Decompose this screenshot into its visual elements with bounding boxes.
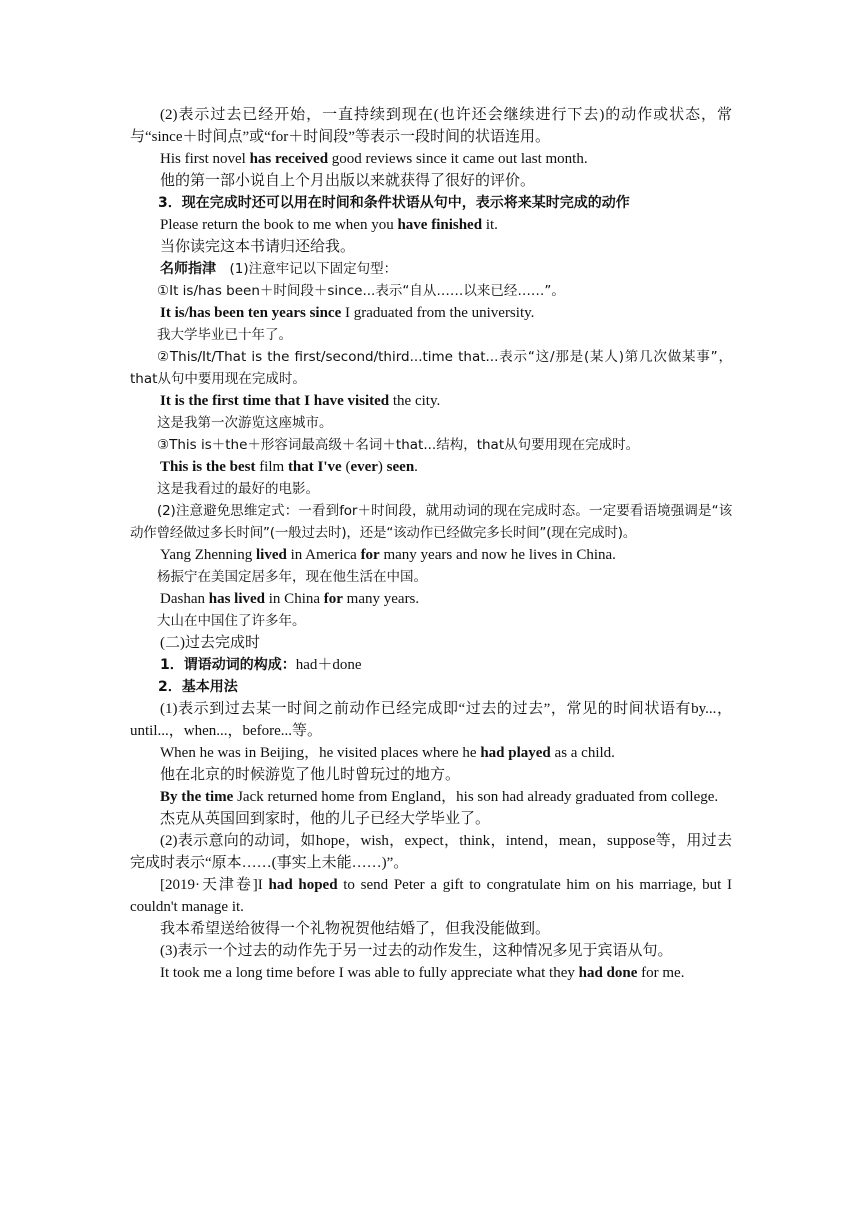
text: (2)注意避免思维定式：一看到for＋时间段，就用动词的现在完成时态。一定要看语境强调是“该动作曾经做过多长时间”(一般过去时)，还是“该动作已经做完多长时间”(现在完成时)。 — [130, 503, 732, 541]
text: ③This is＋the＋形容词最高级＋名词＋that...结构，that从句要用现在完成时。 — [157, 437, 640, 453]
bold-text: have finished — [397, 217, 483, 233]
section-title-past-perfect — [130, 632, 732, 654]
text: ( — [341, 459, 351, 475]
paragraph-present-perfect-usage-2 — [130, 104, 732, 148]
bold-text: that I've — [287, 459, 342, 475]
pattern-2 — [130, 346, 732, 390]
text: (2)表示意向的动词，如hope，wish，expect，think，intend，mean，suppose等，用过去完成时表示“原本……(事实上未能……)”。 — [130, 833, 732, 871]
text: (1)表示到过去某一时间之前动作已经完成即“过去的过去”，常见的时间状语有by...，until...，when...，before...等。 — [130, 701, 732, 739]
text: many years. — [342, 591, 420, 607]
example-sentence — [130, 962, 732, 984]
example-translation — [130, 808, 732, 830]
example-sentence — [130, 544, 732, 566]
text: 当你读完这本书请归还给我。 — [160, 239, 356, 255]
pattern-3 — [130, 434, 732, 456]
example-translation — [130, 236, 732, 258]
text: Dashan — [160, 591, 209, 607]
document-page — [130, 104, 732, 984]
text: 3．现在完成时还可以用在时间和条件状语从句中，表示将来某时完成的动作 — [158, 195, 630, 211]
text: had＋done — [295, 657, 362, 673]
text: it. — [482, 217, 498, 233]
section-heading — [130, 192, 732, 214]
text: 大山在中国住了许多年。 — [157, 613, 306, 629]
bold-text: has received — [249, 151, 329, 167]
text: His first novel — [160, 151, 250, 167]
bold-text: had played — [480, 745, 551, 761]
text: many years and now he lives in China. — [379, 547, 616, 563]
bold-text: It is the first time that I have visited — [160, 393, 390, 409]
text: (1)注意牢记以下固定句型： — [216, 261, 398, 277]
text: When he was in Beijing，he visited places where he — [160, 745, 481, 761]
text: 2．基本用法 — [158, 679, 238, 695]
text: to send Peter a gift to congratulate him on his marriage, but I couldn't manage it. — [130, 877, 732, 915]
paragraph-past-perfect-usage-3 — [130, 940, 732, 962]
example-translation — [130, 324, 732, 346]
teacher-tip — [130, 258, 732, 280]
text: good reviews since it came out last month. — [328, 151, 588, 167]
text: I graduated from the university. — [341, 305, 535, 321]
paragraph-past-perfect-usage-1 — [130, 698, 732, 742]
example-sentence — [130, 742, 732, 764]
text: 他在北京的时候游览了他儿时曾玩过的地方。 — [160, 767, 461, 783]
example-sentence — [130, 390, 732, 412]
text: Jack returned home from England，his son had already graduated from college. — [233, 789, 719, 805]
text: ②This/It/That is the first/second/third...time that...表示“这/那是(某人)第几次做某事”，that从句中要用现在完成时。 — [130, 349, 732, 387]
text: It took me a long time before I was able to fully appreciate what they — [160, 965, 579, 981]
example-translation — [130, 918, 732, 940]
example-translation — [130, 764, 732, 786]
bold-text: seen — [386, 459, 415, 475]
text: in China — [265, 591, 324, 607]
text: 他的第一部小说自上个月出版以来就获得了很好的评价。 — [160, 173, 536, 189]
paragraph-past-perfect-usage-2 — [130, 830, 732, 874]
bold-text: had hoped — [268, 877, 338, 893]
bold-text: ever — [350, 459, 378, 475]
bold-text: had done — [578, 965, 638, 981]
text: 杰克从英国回到家时，他的儿子已经大学毕业了。 — [160, 811, 491, 827]
text: (3)表示一个过去的动作先于另一过去的动作发生，这种情况多见于宾语从句。 — [160, 943, 673, 959]
bold-text: It is/has been ten years since — [160, 305, 342, 321]
text: in America — [286, 547, 361, 563]
bold-text: This is the best — [160, 459, 256, 475]
pattern-1 — [130, 280, 732, 302]
example-translation — [130, 478, 732, 500]
tip-label: 名师指津 — [160, 261, 216, 277]
section-heading — [130, 654, 732, 676]
text: Please return the book to me when you — [160, 217, 398, 233]
example-sentence — [130, 874, 732, 918]
text: ①It is/has been＋时间段＋since...表示“自从……以来已经……”。 — [157, 283, 565, 299]
bold-text: By the time — [160, 789, 234, 805]
text: (二)过去完成时 — [160, 635, 260, 651]
text: ) — [377, 459, 387, 475]
text: (2)表示过去已经开始，一直持续到现在(也许还会继续进行下去)的动作或状态，常与“since＋时间点”或“for＋时间段”等表示一段时间的状语连用。 — [130, 107, 732, 145]
example-sentence — [130, 456, 732, 478]
example-translation — [130, 170, 732, 192]
text: . — [414, 459, 418, 475]
text: 杨振宁在美国定居多年，现在他生活在中国。 — [157, 569, 427, 585]
section-heading — [130, 676, 732, 698]
example-translation — [130, 412, 732, 434]
text: Yang Zhenning — [160, 547, 256, 563]
text: 1．谓语动词的构成： — [160, 657, 296, 673]
text: 我大学毕业已十年了。 — [157, 327, 292, 343]
example-sentence — [130, 588, 732, 610]
text: 我本希望送给彼得一个礼物祝贺他结婚了，但我没能做到。 — [160, 921, 551, 937]
text: as a child. — [550, 745, 615, 761]
example-translation — [130, 566, 732, 588]
bold-text: has lived — [208, 591, 266, 607]
example-sentence — [130, 786, 732, 808]
example-translation — [130, 610, 732, 632]
example-sentence — [130, 214, 732, 236]
text: 这是我看过的最好的电影。 — [157, 481, 319, 497]
example-sentence — [130, 148, 732, 170]
bold-text: for — [360, 547, 380, 563]
teacher-tip-2 — [130, 500, 732, 544]
example-sentence — [130, 302, 732, 324]
text: film — [255, 459, 288, 475]
text: for me. — [637, 965, 685, 981]
text: 这是我第一次游览这座城市。 — [157, 415, 333, 431]
text: the city. — [389, 393, 441, 409]
bold-text: lived — [255, 547, 287, 563]
text: [2019·天津卷]I — [160, 877, 269, 893]
bold-text: for — [323, 591, 343, 607]
